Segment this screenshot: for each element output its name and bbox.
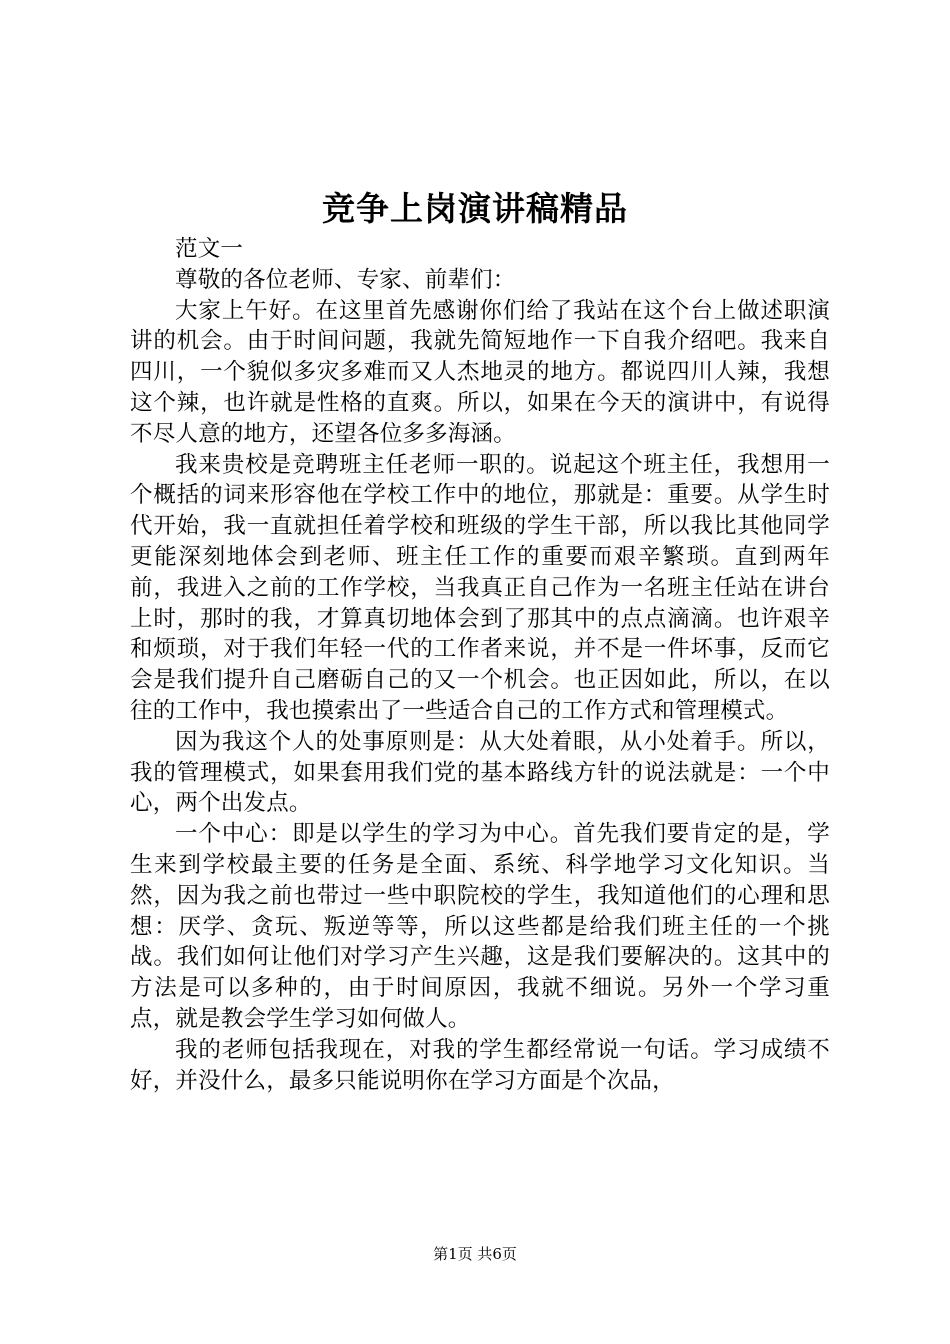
paragraph-5: 因为我这个人的处事原则是：从大处着眼，从小处着手。所以，我的管理模式，如果套用我们党的基本路线方针的说法就是：一个中心，两个出发点。 <box>130 728 830 817</box>
paragraph-7: 我的老师包括我现在，对我的学生都经常说一句话。学习成绩不好，并没什么，最多只能说明你在学习方面是个次品， <box>130 1036 830 1094</box>
paragraph-2: 尊敬的各位老师、专家、前辈们： <box>175 266 516 293</box>
paragraph-1: 范文一 <box>175 236 244 262</box>
paragraph-6: 一个中心：即是以学生的学习为中心。首先我们要肯定的是，学生来到学校最主要的任务是全面、系统、科学地学习文化知识。当然，因为我之前也带过一些中职院校的学生，我知道他们的心理和思想：厌学、贪玩、叛逆等等，所以这些都是给我们班主任的一个挑战。我们如何让他们对学习产生兴趣，这是我们要解决的。这其中的方法是可以多种的，由于时间原因，我就不细说。另外一个学习重点，就是教会学生学习如何做人。 <box>130 821 830 1032</box>
paragraph-3: 大家上午好。在这里首先感谢你们给了我站在这个台上做述职演讲的机会。由于时间问题，我就先简短地作一下自我介绍吧。我来自四川，一个貌似多灾多难而又人杰地灵的地方。都说四川人辣，我想这个辣，也许就是性格的直爽。所以，如果在今天的演讲中，有说得不尽人意的地方，还望各位多多海涵。 <box>130 297 830 447</box>
document-body <box>130 234 830 1096</box>
paragraph-4: 我来贵校是竞聘班主任老师一职的。说起这个班主任，我想用一个概括的词来形容他在学校工作中的地位，那就是：重要。从学生时代开始，我一直就担任着学校和班级的学生干部，所以我比其他同学更能深刻地体会到老师、班主任工作的重要而艰辛繁琐。直到两年前，我进入之前的工作学校，当我真正自己作为一名班主任站在讲台上时，那时的我，才算真切地体会到了那其中的点点滴滴。也许艰辛和烦琐，对于我们年轻一代的工作者来说，并不是一件坏事，反而它会是我们提升自己磨砺自己的又一个机会。也正因如此，所以，在以往的工作中，我也摸索出了一些适合自己的工作方式和管理模式。 <box>130 451 830 724</box>
document-title: 竞争上岗演讲稿精品 <box>322 189 628 228</box>
page-footer: 第1页 共6页 <box>433 1245 517 1263</box>
